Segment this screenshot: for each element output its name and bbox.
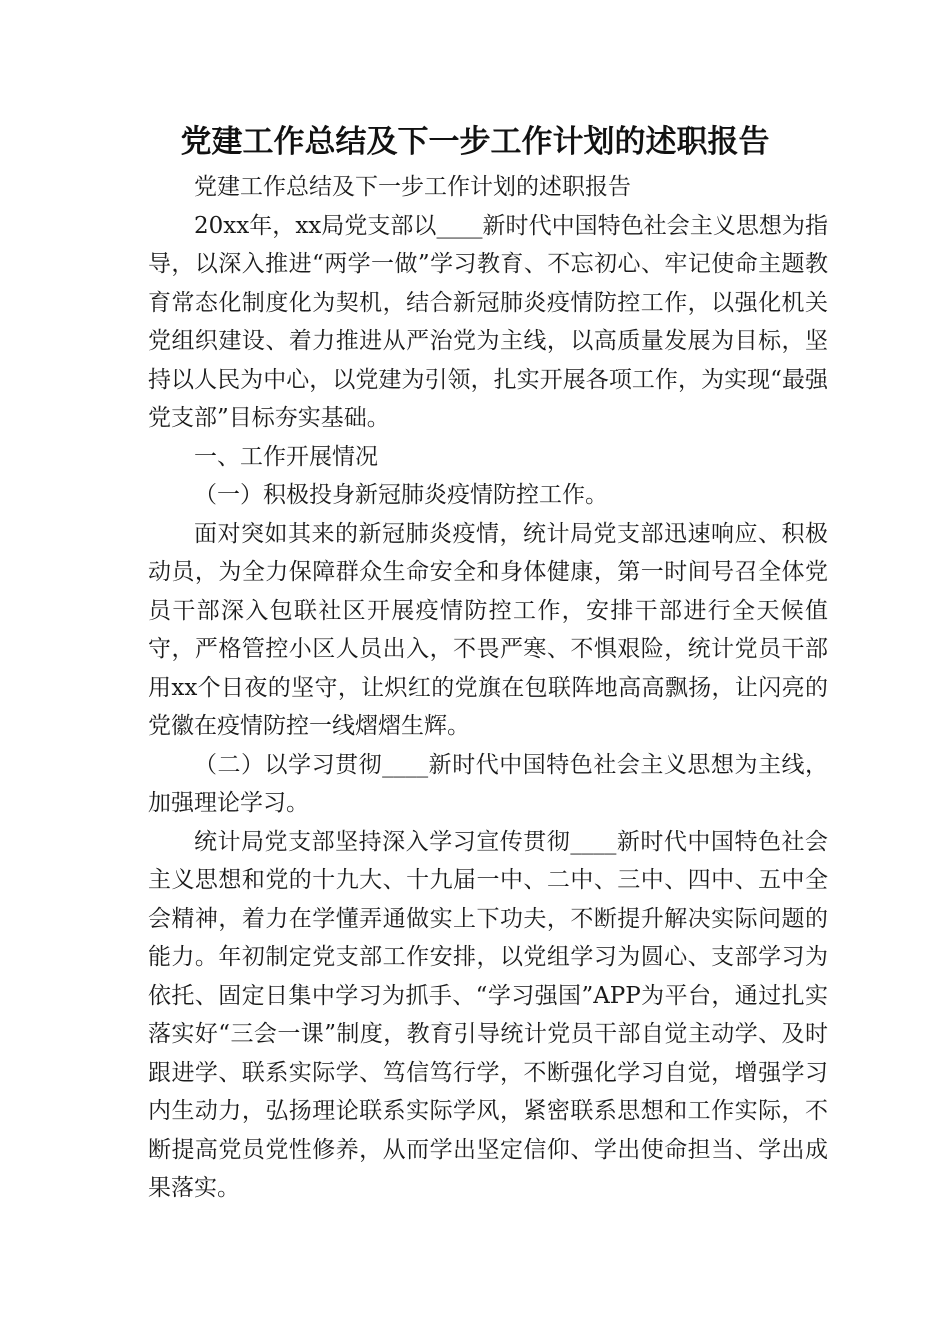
paragraph-subtitle: 党建工作总结及下一步工作计划的述职报告 bbox=[194, 174, 631, 200]
subsection-heading-1: （一）积极投身新冠肺炎疫情防控工作。 bbox=[194, 482, 608, 508]
section-heading: 一、工作开展情况 bbox=[194, 443, 378, 470]
paragraph-study: 统计局党支部坚持深入学习宣传贯彻____新时代中国特色社会主义思想和党的十九大、十九届一中、二中、三中、四中、五中全会精神，着力在学懂弄通做实上下功夫，不断提升解决实际问题的能力。年初制定党支部工作安排，以党组学习为圆心、支部学习为依托、固定日集中学习为抓手、“学习强国”APP为平台，通过扎实落实好“三会一课”制度，教育引导统计党员干部自觉主动学、及时跟进学、联系实际学、笃信笃行学，不断强化学习自觉，增强学习内生动力，弘扬理论联系实际学风，紧密联系思想和工作实际，不断提高党员党性修养，从而学出坚定信仰、学出使命担当、学出成果落实。 bbox=[148, 828, 828, 1201]
subsection-heading-2: （二）以学习贯彻____新时代中国特色社会主义思想为主线，加强理论学习。 bbox=[148, 751, 828, 816]
document-body bbox=[148, 168, 828, 1208]
paragraph-epidemic: 面对突如其来的新冠肺炎疫情，统计局党支部迅速响应、积极动员，为全力保障群众生命安全和身体健康，第一时间号召全体党员干部深入包联社区开展疫情防控工作，安排干部进行全天候值守，严格管控小区人员出入，不畏严寒、不惧艰险，统计党员干部用xx个日夜的坚守，让炽红的党旗在包联阵地高高飘扬，让闪亮的党徽在疫情防控一线熠熠生辉。 bbox=[148, 520, 828, 739]
paragraph-intro: 20xx年，xx局党支部以____新时代中国特色社会主义思想为指导，以深入推进“两学一做”学习教育、不忘初心、牢记使命主题教育常态化制度化为契机，结合新冠肺炎疫情防控工作，以强化机关党组织建设、着力推进从严治党为主线，以高质量发展为目标，坚持以人民为中心，以党建为引领，扎实开展各项工作，为实现“最强党支部”目标夯实基础。 bbox=[148, 212, 828, 431]
document-title: 党建工作总结及下一步工作计划的述职报告 bbox=[180, 124, 770, 160]
